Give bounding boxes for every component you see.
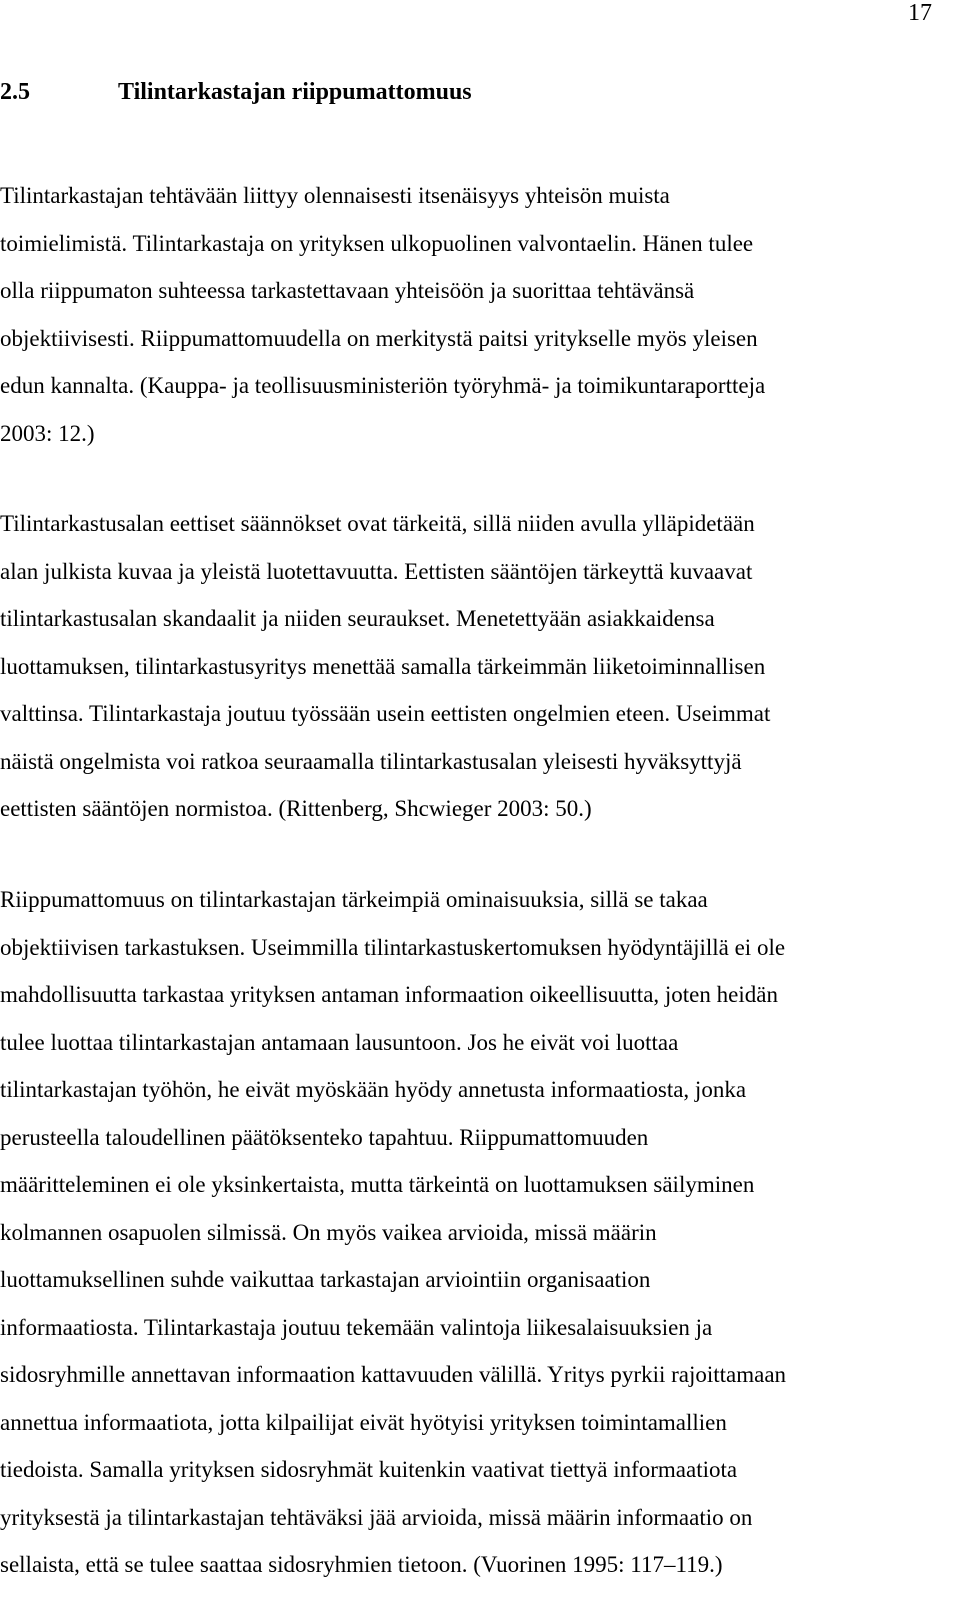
paragraph-line: määritteleminen ei ole yksinkertaista, mutta tärkeintä on luottamuksen säilyminen <box>0 1172 755 1197</box>
paragraph-line: Riippumattomuus on tilintarkastajan tärkeimpiä ominaisuuksia, sillä se takaa <box>0 887 708 912</box>
paragraph-line: 2003: 12.) <box>0 420 95 446</box>
section-heading <box>0 77 472 107</box>
paragraph-line: toimielimistä. Tilintarkastaja on yrityksen ulkopuolinen valvontaelin. Hänen tulee <box>0 230 754 256</box>
paragraph-line: tilintarkastajan työhön, he eivät myöskään hyödy annetusta informaatiosta, jonka <box>0 1077 747 1102</box>
paragraph-line: alan julkista kuvaa ja yleistä luotettavuutta. Eettisten sääntöjen tärkeyttä kuvaavat <box>0 558 753 584</box>
paragraph-line: tulee luottaa tilintarkastajan antamaan lausuntoon. Jos he eivät voi luottaa <box>0 1029 679 1055</box>
section-title: Tilintarkastajan riippumattomuus <box>118 79 472 105</box>
paragraph-line: kolmannen osapuolen silmissä. On myös vaikea arvioida, missä määrin <box>0 1219 657 1245</box>
paragraph-line: objektiivisesti. Riippumattomuudella on merkitystä paitsi yritykselle myös yleisen <box>0 325 758 351</box>
paragraph-line: yrityksestä ja tilintarkastajan tehtäväksi jää arvioida, missä määrin informaatio on <box>0 1504 753 1530</box>
paragraph-line: edun kannalta. (Kauppa- ja teollisuusministeriön työryhmä- ja toimikuntaraportteja <box>0 373 766 398</box>
paragraph-ethics-rules <box>0 500 950 833</box>
paragraph-line: sidosryhmille annettavan informaation kattavuuden välillä. Yritys pyrkii rajoittamaan <box>0 1362 787 1387</box>
paragraph-independence-definition <box>0 172 950 457</box>
paragraph-line: annettua informaatiota, jotta kilpailijat eivät hyötyisi yrityksen toimintamallien <box>0 1409 727 1435</box>
paragraph-line: informaatiosta. Tilintarkastaja joutuu tekemään valintoja liikesalaisuuksien ja <box>0 1314 713 1340</box>
paragraph-line: objektiivisen tarkastuksen. Useimmilla tilintarkastuskertomuksen hyödyntäjillä ei ole <box>0 934 786 960</box>
paragraph-line: perusteella taloudellinen päätöksenteko tapahtuu. Riippumattomuuden <box>0 1124 649 1150</box>
paragraph-independence-importance <box>0 876 950 1589</box>
section-number: 2.5 <box>0 79 30 105</box>
paragraph-line: sellaista, että se tulee saattaa sidosryhmien tietoon. (Vuorinen 1995: 117–119.) <box>0 1552 723 1577</box>
paragraph-line: mahdollisuutta tarkastaa yrityksen antaman informaation oikeellisuutta, joten heidän <box>0 982 778 1007</box>
paragraph-line: tilintarkastusalan skandaalit ja niiden seuraukset. Menetettyään asiakkaidensa <box>0 606 715 631</box>
paragraph-line: valttinsa. Tilintarkastaja joutuu työssään usein eettisten ongelmien eteen. Useimmat <box>0 701 771 726</box>
paragraph-line: luottamuksen, tilintarkastusyritys menettää samalla tärkeimmän liiketoiminnallisen <box>0 653 766 679</box>
paragraph-line: Tilintarkastajan tehtävään liittyy olennaisesti itsenäisyys yhteisön muista <box>0 183 670 208</box>
paragraph-line: näistä ongelmista voi ratkoa seuraamalla tilintarkastusalan yleisesti hyväksyttyjä <box>0 748 742 774</box>
page-number: 17 <box>908 0 932 26</box>
paragraph-line: olla riippumaton suhteessa tarkastettavaan yhteisöön ja suorittaa tehtävänsä <box>0 278 695 303</box>
paragraph-line: Tilintarkastusalan eettiset säännökset ovat tärkeitä, sillä niiden avulla ylläpidetään <box>0 511 755 536</box>
paragraph-line: luottamuksellinen suhde vaikuttaa tarkastajan arviointiin organisaation <box>0 1267 651 1292</box>
paragraph-line: tiedoista. Samalla yrityksen sidosryhmät kuitenkin vaativat tiettyä informaatiota <box>0 1457 738 1482</box>
paragraph-line: eettisten sääntöjen normistoa. (Rittenberg, Shcwieger 2003: 50.) <box>0 796 592 821</box>
